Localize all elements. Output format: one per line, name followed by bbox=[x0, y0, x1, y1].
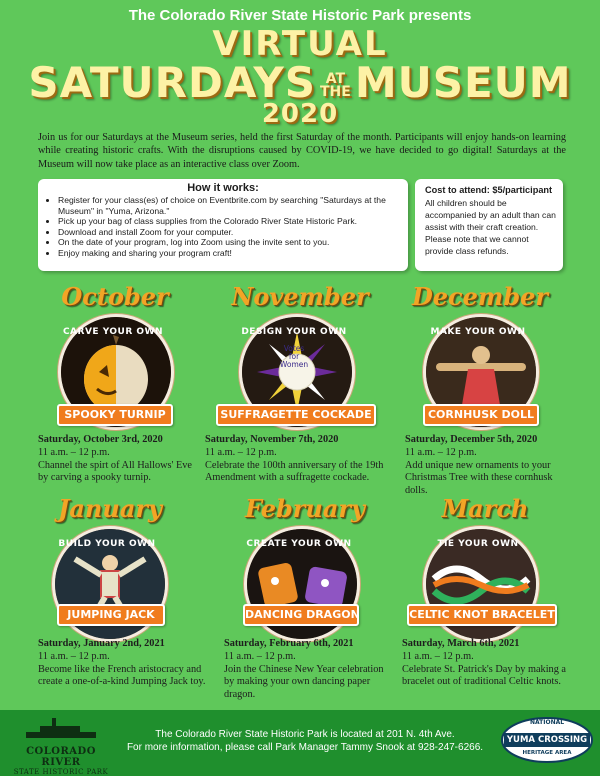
january-action: BUILD YOUR OWN bbox=[58, 539, 156, 549]
event-description: Join the Chinese New Year celebration by making your own dancing paper dragon. bbox=[224, 663, 384, 701]
banner-spooky-turnip: SPOOKY TURNIP bbox=[57, 404, 173, 426]
cost-body: All children should be accompanied by an adult than can assist with their craft creation. Please note that we cannot provide class refunds. bbox=[425, 198, 556, 256]
votes-badge bbox=[276, 345, 312, 369]
event-date: Saturday, October 3rd, 2020 bbox=[38, 434, 163, 445]
november-action: DESIGN YOUR OWN bbox=[241, 327, 347, 337]
how-item: • Register for your class(es) of choice on Eventbrite.com by searching "Saturdays at the Museum" in "Yuma, Arizona." bbox=[58, 195, 400, 216]
event-time: 11 a.m. – 12 p.m. bbox=[405, 446, 477, 458]
badge-text: Votes bbox=[283, 344, 305, 353]
logo-right-main: YUMA CROSSING bbox=[506, 735, 588, 745]
yuma-crossing-logo bbox=[500, 716, 594, 764]
event-time: 11 a.m. – 12 p.m. bbox=[224, 650, 296, 662]
how-it-works-list bbox=[38, 195, 408, 259]
banner-jumping-jack: JUMPING JACK bbox=[57, 604, 165, 626]
how-it-works-box bbox=[38, 179, 408, 271]
title-museum: MUSEUM bbox=[354, 58, 572, 107]
logo-right-top: NATIONAL bbox=[529, 719, 565, 726]
how-item: • On the date of your program, log into Zoom using the invite sent to you. bbox=[58, 237, 400, 248]
event-description: Channel the spirt of All Hallows' Eve by carving a spooky turnip. bbox=[38, 459, 192, 484]
october-action: CARVE YOUR OWN bbox=[62, 327, 164, 337]
banner-cornhusk-doll: CORNHUSK DOLL bbox=[423, 404, 539, 426]
how-item: • Pick up your bag of class supplies from the Colorado River State Historic Park. bbox=[58, 216, 400, 227]
title-the: THE bbox=[320, 83, 351, 100]
event-time: 11 a.m. – 12 p.m. bbox=[38, 650, 110, 662]
cost-box bbox=[415, 179, 563, 271]
event-date: Saturday, February 6th, 2021 bbox=[224, 638, 354, 649]
colorado-river-logo bbox=[6, 718, 116, 776]
title-virtual: VIRTUAL bbox=[212, 24, 388, 64]
steamboat-icon bbox=[6, 718, 116, 742]
month-march: March bbox=[441, 494, 529, 523]
event-info-october bbox=[38, 434, 198, 485]
how-it-works-title: How it works: bbox=[187, 182, 259, 194]
event-time: 11 a.m. – 12 p.m. bbox=[38, 446, 110, 458]
event-info-november bbox=[205, 434, 393, 485]
banner-suffragette-cockade: SUFFRAGETTE COCKADE bbox=[216, 404, 376, 426]
event-description: Celebrate the 100th anniversary of the 19th Amendment with a suffragette cockade. bbox=[205, 459, 384, 484]
banner-celtic-knot-bracelet: CELTIC KNOT BRACELET bbox=[407, 604, 557, 626]
december-action: MAKE YOUR OWN bbox=[430, 327, 526, 337]
footer-contact: For more information, please call Park Manager Tammy Snook at 928-247-6266. bbox=[126, 742, 484, 753]
event-time: 11 a.m. – 12 p.m. bbox=[402, 650, 474, 662]
month-january: January bbox=[58, 494, 162, 523]
event-description: Celebrate St. Patrick's Day by making a bracelet out of traditional Celtic knots. bbox=[402, 663, 566, 688]
event-info-february bbox=[224, 638, 384, 702]
badge-text: for bbox=[288, 352, 300, 361]
event-info-march bbox=[402, 638, 572, 689]
month-november: November bbox=[231, 282, 369, 311]
cost-title: Cost to attend: $5/participant bbox=[425, 185, 553, 195]
presenter-line: The Colorado River State Historic Park presents bbox=[128, 7, 472, 24]
event-description: Add unique new ornaments to your Christmas Tree with these cornhusk dolls. bbox=[405, 459, 553, 497]
logo-right-bottom: HERITAGE AREA bbox=[522, 750, 572, 756]
event-date: Saturday, November 7th, 2020 bbox=[205, 434, 339, 445]
banner-dancing-dragon: DANCING DRAGON bbox=[243, 604, 359, 626]
footer-address: The Colorado River State Historic Park is located at 201 N. 4th Ave. bbox=[155, 729, 455, 740]
footer-text bbox=[110, 728, 500, 754]
title-at-the bbox=[320, 70, 351, 100]
how-item: • Download and install Zoom for your computer. bbox=[58, 227, 400, 238]
logo-left-sub: STATE HISTORIC PARK bbox=[13, 768, 109, 776]
event-info-january bbox=[38, 638, 210, 689]
title-saturdays: SATURDAYS bbox=[28, 58, 316, 107]
title-year: 2020 bbox=[261, 99, 339, 129]
badge-text: Women bbox=[279, 360, 309, 369]
logo-left-name: COLORADO RIVER bbox=[26, 746, 96, 768]
month-december: December bbox=[411, 282, 549, 311]
event-date: Saturday, January 2nd, 2021 bbox=[38, 638, 165, 649]
event-date: Saturday, March 6th, 2021 bbox=[402, 638, 520, 649]
how-item: • Enjoy making and sharing your program craft! bbox=[58, 248, 400, 259]
february-action: CREATE YOUR OWN bbox=[246, 539, 352, 549]
event-time: 11 a.m. – 12 p.m. bbox=[205, 446, 277, 458]
march-action: TIE YOUR OWN bbox=[437, 539, 519, 549]
month-october: October bbox=[61, 282, 169, 311]
intro-paragraph: Join us for our Saturdays at the Museum series, held the first Saturday of the month. Participants will enjoy hands-on learning while creating historic crafts. With the disruptions caused by COVID-19, we have decided to go digital! Saturdays at the Museum will now take place as an interactive class over Zoom. bbox=[38, 132, 566, 170]
event-info-december bbox=[405, 434, 577, 498]
month-february: February bbox=[244, 494, 365, 523]
event-date: Saturday, December 5th, 2020 bbox=[405, 434, 538, 445]
title-at: AT bbox=[325, 70, 346, 87]
event-description: Become like the French aristocracy and create a one-of-a-kind Jumping Jack toy. bbox=[38, 663, 206, 688]
